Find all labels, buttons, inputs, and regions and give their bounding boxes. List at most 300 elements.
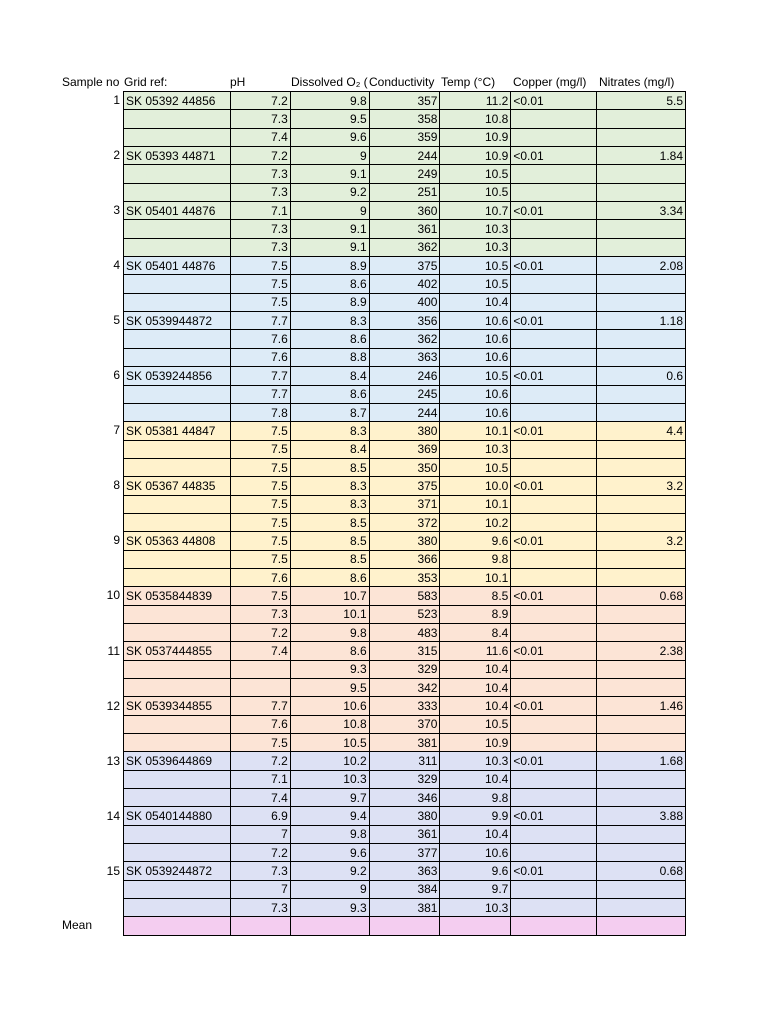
grid-ref-cell[interactable]: [124, 183, 231, 201]
ph-cell[interactable]: 7.2: [230, 147, 290, 165]
temp-cell[interactable]: 10.1: [440, 495, 511, 513]
dissolved-o2-cell[interactable]: 8.6: [290, 568, 369, 586]
copper-cell[interactable]: [511, 770, 597, 788]
copper-cell[interactable]: [511, 165, 597, 183]
ph-cell[interactable]: 7.2: [230, 92, 290, 110]
temp-cell[interactable]: 10.5: [440, 715, 511, 733]
copper-cell[interactable]: <0.01: [511, 807, 597, 825]
nitrates-cell[interactable]: [597, 679, 686, 697]
temp-cell[interactable]: 9.9: [440, 807, 511, 825]
temp-cell[interactable]: 10.4: [440, 825, 511, 843]
nitrates-cell[interactable]: [597, 660, 686, 678]
grid-ref-cell[interactable]: SK 05392 44856: [124, 92, 231, 110]
dissolved-o2-cell[interactable]: 9.3: [290, 660, 369, 678]
dissolved-o2-cell[interactable]: 8.6: [290, 275, 369, 293]
copper-cell[interactable]: [511, 220, 597, 238]
ph-cell[interactable]: [230, 679, 290, 697]
conductivity-cell[interactable]: 357: [369, 92, 440, 110]
nitrates-cell[interactable]: [597, 623, 686, 641]
temp-cell[interactable]: 10.5: [440, 257, 511, 275]
grid-ref-cell[interactable]: [124, 403, 231, 421]
conductivity-cell[interactable]: 375: [369, 257, 440, 275]
grid-ref-cell[interactable]: [124, 495, 231, 513]
grid-ref-cell[interactable]: [124, 348, 231, 366]
mean-grid-cell[interactable]: [124, 917, 231, 935]
ph-cell[interactable]: 7.7: [230, 697, 290, 715]
dissolved-o2-cell[interactable]: 8.5: [290, 532, 369, 550]
mean-ph-cell[interactable]: [230, 917, 290, 935]
ph-cell[interactable]: [230, 660, 290, 678]
grid-ref-cell[interactable]: [124, 789, 231, 807]
nitrates-cell[interactable]: [597, 183, 686, 201]
dissolved-o2-cell[interactable]: 8.3: [290, 495, 369, 513]
ph-cell[interactable]: 7.5: [230, 293, 290, 311]
temp-cell[interactable]: 10.3: [440, 238, 511, 256]
nitrates-cell[interactable]: [597, 495, 686, 513]
copper-cell[interactable]: <0.01: [511, 477, 597, 495]
mean-nitrates-cell[interactable]: [597, 917, 686, 935]
dissolved-o2-cell[interactable]: 8.5: [290, 458, 369, 476]
nitrates-cell[interactable]: [597, 513, 686, 531]
conductivity-cell[interactable]: 375: [369, 477, 440, 495]
dissolved-o2-cell[interactable]: 10.2: [290, 752, 369, 770]
conductivity-cell[interactable]: 377: [369, 844, 440, 862]
grid-ref-cell[interactable]: [124, 330, 231, 348]
temp-cell[interactable]: 10.3: [440, 220, 511, 238]
ph-cell[interactable]: 7.5: [230, 458, 290, 476]
conductivity-cell[interactable]: 523: [369, 605, 440, 623]
grid-ref-cell[interactable]: [124, 825, 231, 843]
dissolved-o2-cell[interactable]: 9.1: [290, 220, 369, 238]
copper-cell[interactable]: <0.01: [511, 752, 597, 770]
nitrates-cell[interactable]: 1.18: [597, 312, 686, 330]
copper-cell[interactable]: [511, 110, 597, 128]
grid-ref-cell[interactable]: [124, 165, 231, 183]
nitrates-cell[interactable]: [597, 165, 686, 183]
ph-cell[interactable]: 7.4: [230, 128, 290, 146]
conductivity-cell[interactable]: 244: [369, 403, 440, 421]
copper-cell[interactable]: <0.01: [511, 92, 597, 110]
nitrates-cell[interactable]: [597, 789, 686, 807]
conductivity-cell[interactable]: 246: [369, 367, 440, 385]
temp-cell[interactable]: 10.3: [440, 899, 511, 917]
dissolved-o2-cell[interactable]: 9: [290, 147, 369, 165]
nitrates-cell[interactable]: [597, 770, 686, 788]
grid-ref-cell[interactable]: [124, 660, 231, 678]
ph-cell[interactable]: 7.3: [230, 238, 290, 256]
grid-ref-cell[interactable]: SK 0539944872: [124, 312, 231, 330]
copper-cell[interactable]: <0.01: [511, 642, 597, 660]
temp-cell[interactable]: 8.5: [440, 587, 511, 605]
grid-ref-cell[interactable]: [124, 715, 231, 733]
grid-ref-cell[interactable]: [124, 128, 231, 146]
grid-ref-cell[interactable]: [124, 110, 231, 128]
temp-cell[interactable]: 10.4: [440, 679, 511, 697]
temp-cell[interactable]: 9.8: [440, 789, 511, 807]
dissolved-o2-cell[interactable]: 9.8: [290, 92, 369, 110]
ph-cell[interactable]: 7.2: [230, 844, 290, 862]
dissolved-o2-cell[interactable]: 8.8: [290, 348, 369, 366]
copper-cell[interactable]: <0.01: [511, 147, 597, 165]
conductivity-cell[interactable]: 366: [369, 550, 440, 568]
ph-cell[interactable]: 7.3: [230, 862, 290, 880]
dissolved-o2-cell[interactable]: 9.1: [290, 238, 369, 256]
ph-cell[interactable]: 7.5: [230, 275, 290, 293]
nitrates-cell[interactable]: 0.6: [597, 367, 686, 385]
dissolved-o2-cell[interactable]: 8.3: [290, 422, 369, 440]
grid-ref-cell[interactable]: [124, 238, 231, 256]
grid-ref-cell[interactable]: [124, 844, 231, 862]
copper-cell[interactable]: [511, 789, 597, 807]
dissolved-o2-cell[interactable]: 9.8: [290, 623, 369, 641]
ph-cell[interactable]: 7.3: [230, 110, 290, 128]
copper-cell[interactable]: [511, 495, 597, 513]
conductivity-cell[interactable]: 402: [369, 275, 440, 293]
copper-cell[interactable]: [511, 293, 597, 311]
conductivity-cell[interactable]: 362: [369, 330, 440, 348]
copper-cell[interactable]: [511, 605, 597, 623]
conductivity-cell[interactable]: 358: [369, 110, 440, 128]
nitrates-cell[interactable]: 0.68: [597, 862, 686, 880]
dissolved-o2-cell[interactable]: 9: [290, 202, 369, 220]
copper-cell[interactable]: [511, 679, 597, 697]
temp-cell[interactable]: 10.5: [440, 183, 511, 201]
temp-cell[interactable]: 10.7: [440, 202, 511, 220]
nitrates-cell[interactable]: 0.68: [597, 587, 686, 605]
copper-cell[interactable]: <0.01: [511, 312, 597, 330]
copper-cell[interactable]: [511, 385, 597, 403]
copper-cell[interactable]: [511, 660, 597, 678]
copper-cell[interactable]: [511, 513, 597, 531]
grid-ref-cell[interactable]: SK 0539244856: [124, 367, 231, 385]
conductivity-cell[interactable]: 244: [369, 147, 440, 165]
temp-cell[interactable]: 10.6: [440, 348, 511, 366]
ph-cell[interactable]: 7.6: [230, 568, 290, 586]
copper-cell[interactable]: [511, 715, 597, 733]
grid-ref-cell[interactable]: SK 05367 44835: [124, 477, 231, 495]
grid-ref-cell[interactable]: [124, 550, 231, 568]
temp-cell[interactable]: 11.2: [440, 92, 511, 110]
temp-cell[interactable]: 10.3: [440, 440, 511, 458]
ph-cell[interactable]: 6.9: [230, 807, 290, 825]
nitrates-cell[interactable]: [597, 605, 686, 623]
dissolved-o2-cell[interactable]: 9.2: [290, 862, 369, 880]
conductivity-cell[interactable]: 353: [369, 568, 440, 586]
temp-cell[interactable]: 10.4: [440, 697, 511, 715]
temp-cell[interactable]: 10.3: [440, 752, 511, 770]
nitrates-cell[interactable]: [597, 385, 686, 403]
conductivity-cell[interactable]: 361: [369, 825, 440, 843]
grid-ref-cell[interactable]: [124, 568, 231, 586]
conductivity-cell[interactable]: 380: [369, 532, 440, 550]
conductivity-cell[interactable]: 333: [369, 697, 440, 715]
grid-ref-cell[interactable]: SK 05363 44808: [124, 532, 231, 550]
grid-ref-cell[interactable]: SK 0539344855: [124, 697, 231, 715]
temp-cell[interactable]: 10.9: [440, 128, 511, 146]
temp-cell[interactable]: 10.4: [440, 293, 511, 311]
ph-cell[interactable]: 7.3: [230, 899, 290, 917]
grid-ref-cell[interactable]: [124, 880, 231, 898]
nitrates-cell[interactable]: 1.84: [597, 147, 686, 165]
nitrates-cell[interactable]: [597, 293, 686, 311]
copper-cell[interactable]: [511, 330, 597, 348]
conductivity-cell[interactable]: 363: [369, 348, 440, 366]
copper-cell[interactable]: [511, 623, 597, 641]
ph-cell[interactable]: 7.3: [230, 183, 290, 201]
grid-ref-cell[interactable]: [124, 385, 231, 403]
grid-ref-cell[interactable]: [124, 605, 231, 623]
nitrates-cell[interactable]: 3.2: [597, 477, 686, 495]
nitrates-cell[interactable]: 5.5: [597, 92, 686, 110]
temp-cell[interactable]: 8.4: [440, 623, 511, 641]
ph-cell[interactable]: 7.3: [230, 220, 290, 238]
temp-cell[interactable]: 10.9: [440, 734, 511, 752]
temp-cell[interactable]: 10.9: [440, 147, 511, 165]
temp-cell[interactable]: 10.0: [440, 477, 511, 495]
ph-cell[interactable]: 7.5: [230, 550, 290, 568]
conductivity-cell[interactable]: 363: [369, 862, 440, 880]
ph-cell[interactable]: 7.5: [230, 422, 290, 440]
dissolved-o2-cell[interactable]: 9.1: [290, 165, 369, 183]
dissolved-o2-cell[interactable]: 8.6: [290, 330, 369, 348]
conductivity-cell[interactable]: 583: [369, 587, 440, 605]
dissolved-o2-cell[interactable]: 9.7: [290, 789, 369, 807]
copper-cell[interactable]: [511, 128, 597, 146]
dissolved-o2-cell[interactable]: 9.3: [290, 899, 369, 917]
dissolved-o2-cell[interactable]: 10.1: [290, 605, 369, 623]
temp-cell[interactable]: 10.4: [440, 770, 511, 788]
ph-cell[interactable]: 7.7: [230, 312, 290, 330]
ph-cell[interactable]: 7.5: [230, 532, 290, 550]
temp-cell[interactable]: 9.6: [440, 532, 511, 550]
dissolved-o2-cell[interactable]: 9.4: [290, 807, 369, 825]
conductivity-cell[interactable]: 384: [369, 880, 440, 898]
temp-cell[interactable]: 9.6: [440, 862, 511, 880]
grid-ref-cell[interactable]: [124, 275, 231, 293]
nitrates-cell[interactable]: [597, 844, 686, 862]
copper-cell[interactable]: [511, 734, 597, 752]
nitrates-cell[interactable]: [597, 128, 686, 146]
grid-ref-cell[interactable]: SK 05381 44847: [124, 422, 231, 440]
mean-temp-cell[interactable]: [440, 917, 511, 935]
grid-ref-cell[interactable]: [124, 679, 231, 697]
conductivity-cell[interactable]: 350: [369, 458, 440, 476]
temp-cell[interactable]: 9.7: [440, 880, 511, 898]
dissolved-o2-cell[interactable]: 10.7: [290, 587, 369, 605]
conductivity-cell[interactable]: 359: [369, 128, 440, 146]
nitrates-cell[interactable]: 2.08: [597, 257, 686, 275]
dissolved-o2-cell[interactable]: 10.5: [290, 734, 369, 752]
mean-o2-cell[interactable]: [290, 917, 369, 935]
grid-ref-cell[interactable]: SK 0535844839: [124, 587, 231, 605]
nitrates-cell[interactable]: 1.46: [597, 697, 686, 715]
dissolved-o2-cell[interactable]: 9.6: [290, 844, 369, 862]
ph-cell[interactable]: 7.4: [230, 789, 290, 807]
copper-cell[interactable]: <0.01: [511, 422, 597, 440]
grid-ref-cell[interactable]: [124, 513, 231, 531]
nitrates-cell[interactable]: [597, 403, 686, 421]
dissolved-o2-cell[interactable]: 9.6: [290, 128, 369, 146]
grid-ref-cell[interactable]: [124, 293, 231, 311]
conductivity-cell[interactable]: 400: [369, 293, 440, 311]
dissolved-o2-cell[interactable]: 8.6: [290, 385, 369, 403]
mean-conductivity-cell[interactable]: [369, 917, 440, 935]
nitrates-cell[interactable]: [597, 880, 686, 898]
grid-ref-cell[interactable]: [124, 734, 231, 752]
dissolved-o2-cell[interactable]: 9.5: [290, 110, 369, 128]
copper-cell[interactable]: <0.01: [511, 257, 597, 275]
temp-cell[interactable]: 10.6: [440, 385, 511, 403]
nitrates-cell[interactable]: [597, 825, 686, 843]
conductivity-cell[interactable]: 329: [369, 770, 440, 788]
nitrates-cell[interactable]: 4.4: [597, 422, 686, 440]
nitrates-cell[interactable]: [597, 899, 686, 917]
grid-ref-cell[interactable]: [124, 770, 231, 788]
copper-cell[interactable]: <0.01: [511, 202, 597, 220]
copper-cell[interactable]: [511, 899, 597, 917]
ph-cell[interactable]: 7: [230, 880, 290, 898]
dissolved-o2-cell[interactable]: 8.7: [290, 403, 369, 421]
ph-cell[interactable]: 7.5: [230, 257, 290, 275]
grid-ref-cell[interactable]: SK 0537444855: [124, 642, 231, 660]
ph-cell[interactable]: 7.5: [230, 513, 290, 531]
conductivity-cell[interactable]: 369: [369, 440, 440, 458]
conductivity-cell[interactable]: 249: [369, 165, 440, 183]
temp-cell[interactable]: 10.6: [440, 330, 511, 348]
ph-cell[interactable]: 7.6: [230, 330, 290, 348]
nitrates-cell[interactable]: 2.38: [597, 642, 686, 660]
copper-cell[interactable]: <0.01: [511, 697, 597, 715]
copper-cell[interactable]: [511, 568, 597, 586]
conductivity-cell[interactable]: 380: [369, 807, 440, 825]
copper-cell[interactable]: <0.01: [511, 862, 597, 880]
temp-cell[interactable]: 10.5: [440, 275, 511, 293]
copper-cell[interactable]: [511, 844, 597, 862]
conductivity-cell[interactable]: 360: [369, 202, 440, 220]
dissolved-o2-cell[interactable]: 8.5: [290, 550, 369, 568]
copper-cell[interactable]: [511, 403, 597, 421]
temp-cell[interactable]: 10.1: [440, 568, 511, 586]
ph-cell[interactable]: 7.5: [230, 495, 290, 513]
nitrates-cell[interactable]: [597, 734, 686, 752]
nitrates-cell[interactable]: [597, 275, 686, 293]
copper-cell[interactable]: [511, 238, 597, 256]
copper-cell[interactable]: [511, 348, 597, 366]
temp-cell[interactable]: 10.5: [440, 165, 511, 183]
ph-cell[interactable]: 7: [230, 825, 290, 843]
conductivity-cell[interactable]: 380: [369, 422, 440, 440]
copper-cell[interactable]: [511, 183, 597, 201]
ph-cell[interactable]: 7.4: [230, 642, 290, 660]
dissolved-o2-cell[interactable]: 9.8: [290, 825, 369, 843]
conductivity-cell[interactable]: 245: [369, 385, 440, 403]
temp-cell[interactable]: 10.5: [440, 367, 511, 385]
nitrates-cell[interactable]: 3.34: [597, 202, 686, 220]
ph-cell[interactable]: 7.1: [230, 770, 290, 788]
copper-cell[interactable]: <0.01: [511, 587, 597, 605]
conductivity-cell[interactable]: 311: [369, 752, 440, 770]
ph-cell[interactable]: 7.5: [230, 587, 290, 605]
temp-cell[interactable]: 10.4: [440, 660, 511, 678]
dissolved-o2-cell[interactable]: 8.3: [290, 312, 369, 330]
dissolved-o2-cell[interactable]: 9.5: [290, 679, 369, 697]
ph-cell[interactable]: 7.7: [230, 367, 290, 385]
grid-ref-cell[interactable]: [124, 623, 231, 641]
conductivity-cell[interactable]: 346: [369, 789, 440, 807]
dissolved-o2-cell[interactable]: 9: [290, 880, 369, 898]
nitrates-cell[interactable]: 3.88: [597, 807, 686, 825]
temp-cell[interactable]: 10.6: [440, 844, 511, 862]
grid-ref-cell[interactable]: [124, 440, 231, 458]
ph-cell[interactable]: 7.5: [230, 734, 290, 752]
dissolved-o2-cell[interactable]: 8.3: [290, 477, 369, 495]
temp-cell[interactable]: 11.6: [440, 642, 511, 660]
conductivity-cell[interactable]: 371: [369, 495, 440, 513]
nitrates-cell[interactable]: [597, 220, 686, 238]
conductivity-cell[interactable]: 381: [369, 899, 440, 917]
ph-cell[interactable]: 7.2: [230, 623, 290, 641]
conductivity-cell[interactable]: 251: [369, 183, 440, 201]
nitrates-cell[interactable]: [597, 110, 686, 128]
conductivity-cell[interactable]: 342: [369, 679, 440, 697]
nitrates-cell[interactable]: 1.68: [597, 752, 686, 770]
nitrates-cell[interactable]: 3.2: [597, 532, 686, 550]
nitrates-cell[interactable]: [597, 550, 686, 568]
conductivity-cell[interactable]: 483: [369, 623, 440, 641]
dissolved-o2-cell[interactable]: 8.9: [290, 293, 369, 311]
temp-cell[interactable]: 10.1: [440, 422, 511, 440]
temp-cell[interactable]: 8.9: [440, 605, 511, 623]
conductivity-cell[interactable]: 356: [369, 312, 440, 330]
grid-ref-cell[interactable]: SK 0539644869: [124, 752, 231, 770]
copper-cell[interactable]: <0.01: [511, 532, 597, 550]
nitrates-cell[interactable]: [597, 238, 686, 256]
copper-cell[interactable]: [511, 550, 597, 568]
dissolved-o2-cell[interactable]: 10.8: [290, 715, 369, 733]
dissolved-o2-cell[interactable]: 10.3: [290, 770, 369, 788]
temp-cell[interactable]: 10.6: [440, 403, 511, 421]
ph-cell[interactable]: 7.7: [230, 385, 290, 403]
grid-ref-cell[interactable]: SK 05393 44871: [124, 147, 231, 165]
grid-ref-cell[interactable]: SK 0540144880: [124, 807, 231, 825]
temp-cell[interactable]: 10.2: [440, 513, 511, 531]
dissolved-o2-cell[interactable]: 8.4: [290, 440, 369, 458]
conductivity-cell[interactable]: 362: [369, 238, 440, 256]
ph-cell[interactable]: 7.1: [230, 202, 290, 220]
copper-cell[interactable]: [511, 275, 597, 293]
nitrates-cell[interactable]: [597, 330, 686, 348]
copper-cell[interactable]: [511, 825, 597, 843]
grid-ref-cell[interactable]: SK 05401 44876: [124, 202, 231, 220]
conductivity-cell[interactable]: 381: [369, 734, 440, 752]
ph-cell[interactable]: 7.8: [230, 403, 290, 421]
dissolved-o2-cell[interactable]: 8.6: [290, 642, 369, 660]
conductivity-cell[interactable]: 329: [369, 660, 440, 678]
nitrates-cell[interactable]: [597, 458, 686, 476]
ph-cell[interactable]: 7.6: [230, 348, 290, 366]
ph-cell[interactable]: 7.5: [230, 477, 290, 495]
ph-cell[interactable]: 7.2: [230, 752, 290, 770]
dissolved-o2-cell[interactable]: 8.4: [290, 367, 369, 385]
grid-ref-cell[interactable]: SK 05401 44876: [124, 257, 231, 275]
conductivity-cell[interactable]: 315: [369, 642, 440, 660]
temp-cell[interactable]: 10.8: [440, 110, 511, 128]
copper-cell[interactable]: <0.01: [511, 367, 597, 385]
copper-cell[interactable]: [511, 880, 597, 898]
conductivity-cell[interactable]: 370: [369, 715, 440, 733]
dissolved-o2-cell[interactable]: 8.5: [290, 513, 369, 531]
dissolved-o2-cell[interactable]: 9.2: [290, 183, 369, 201]
